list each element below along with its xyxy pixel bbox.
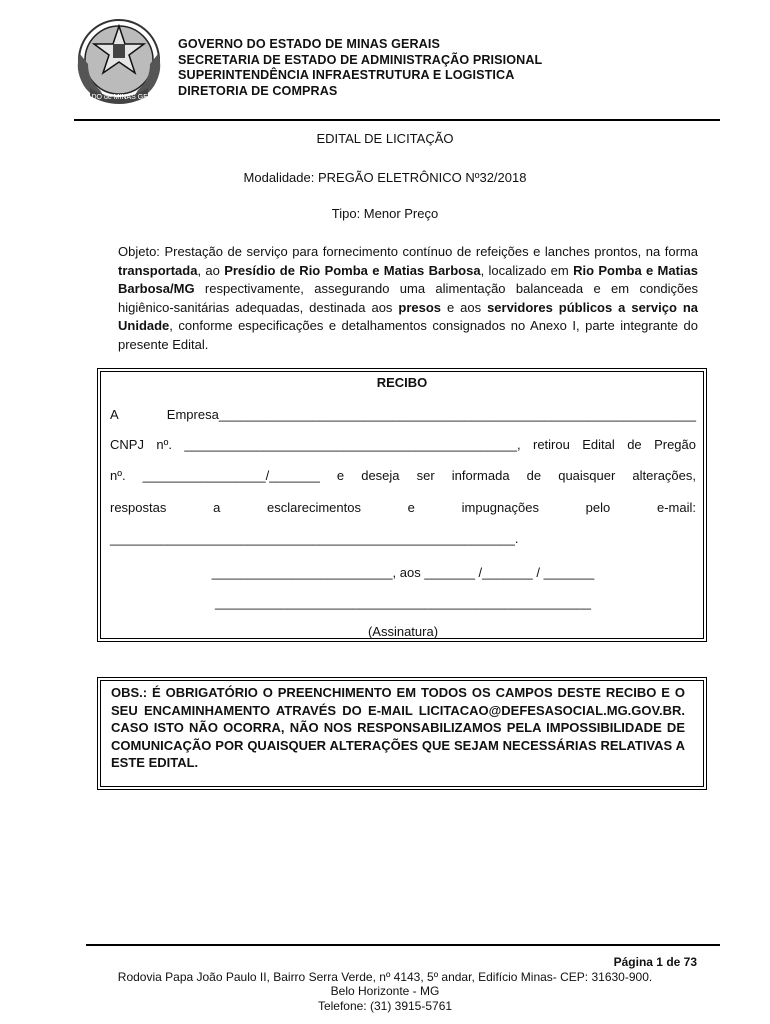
- recibo-respostas-line: respostas a esclarecimentos e impugnações pelo e-mail:: [110, 500, 696, 515]
- recibo-empresa-line: A Empresa__________________________________________________________________: [110, 407, 696, 422]
- modalidade: Modalidade: PREGÃO ELETRÔNICO Nº32/2018: [243, 170, 527, 185]
- recibo-cnpj-line: CNPJ nº. ______________________________________________, retirou Edital de Pregão: [110, 437, 696, 452]
- minas-gerais-seal-icon: [70, 14, 168, 106]
- header-line-government: GOVERNO DO ESTADO DE MINAS GERAIS: [178, 37, 440, 51]
- recibo-date-line: _________________________, aos _______ /_______ / _______: [211, 565, 595, 580]
- header-line-directorate: DIRETORIA DE COMPRAS: [178, 83, 338, 98]
- footer-address: Rodovia Papa João Paulo II, Bairro Serra Verde, nº 4143, 5º andar, Edifício Minas- CEP: 31630-900.: [117, 970, 653, 984]
- footer-phone: Telefone: (31) 3915-5761: [317, 999, 453, 1013]
- recibo-email-line: ________________________________________________________.: [110, 531, 519, 546]
- document-title: EDITAL DE LICITAÇÃO: [316, 131, 454, 146]
- header-block: [178, 37, 542, 99]
- footer-divider: [86, 944, 720, 946]
- recibo-numero-line: nº. _________________/_______ e deseja ser informada de quaisquer alterações,: [110, 468, 696, 483]
- recibo-box: [97, 368, 707, 642]
- footer-city: Belo Horizonte - MG: [330, 984, 440, 998]
- header-line-secretariat: SECRETARIA DE ESTADO DE ADMINISTRAÇÃO PRISIONAL: [178, 52, 543, 67]
- header-divider: [74, 119, 720, 121]
- tipo: Tipo: Menor Preço: [331, 206, 439, 221]
- seal-text: ESTADO de MINAS GERAIS: [73, 94, 165, 101]
- recibo-title: RECIBO: [376, 375, 428, 390]
- obs-text: OBS.: É OBRIGATÓRIO O PREENCHIMENTO EM TODOS OS CAMPOS DESTE RECIBO E O SEU ENCAMINHAMENTO ATRAVÉS DO E-MAIL LICITACAO@DEFESASOCIAL.MG.GOV.BR. CASO ISTO NÃO OCORRA, NÃO NOS RESPONSABILIZAMOS PELA IMPOSSIBILIDADE DE COMUNICAÇÃO POR QUAISQUER ALTERAÇÕES QUE SEJAM NECESSÁRIAS RELATIVAS A ESTE EDITAL.: [111, 685, 685, 771]
- recibo-signature-label: (Assinatura): [367, 624, 439, 639]
- objeto-paragraph: Objeto: Prestação de serviço para fornecimento contínuo de refeições e lanches prontos, na forma transportada, ao Presídio de Rio Pomba e Matias Barbosa, localizado em Rio Pomba e Matias Barbosa/MG respectivamente, assegurando uma alimentação balanceada e em condições higiênico-sanitárias adequadas, destinada aos presos e aos servidores públicos a serviço na Unidade, conforme especificações e detalhamentos consignados no Anexo I, parte integrante do presente Edital.: [118, 244, 699, 352]
- obs-box: [97, 677, 707, 790]
- header-line-superintendence: SUPERINTENDÊNCIA INFRAESTRUTURA E LOGISTICA: [178, 68, 515, 82]
- page-number: Página 1 de 73: [613, 955, 697, 969]
- recibo-signature-line: ____________________________________________________: [215, 595, 591, 610]
